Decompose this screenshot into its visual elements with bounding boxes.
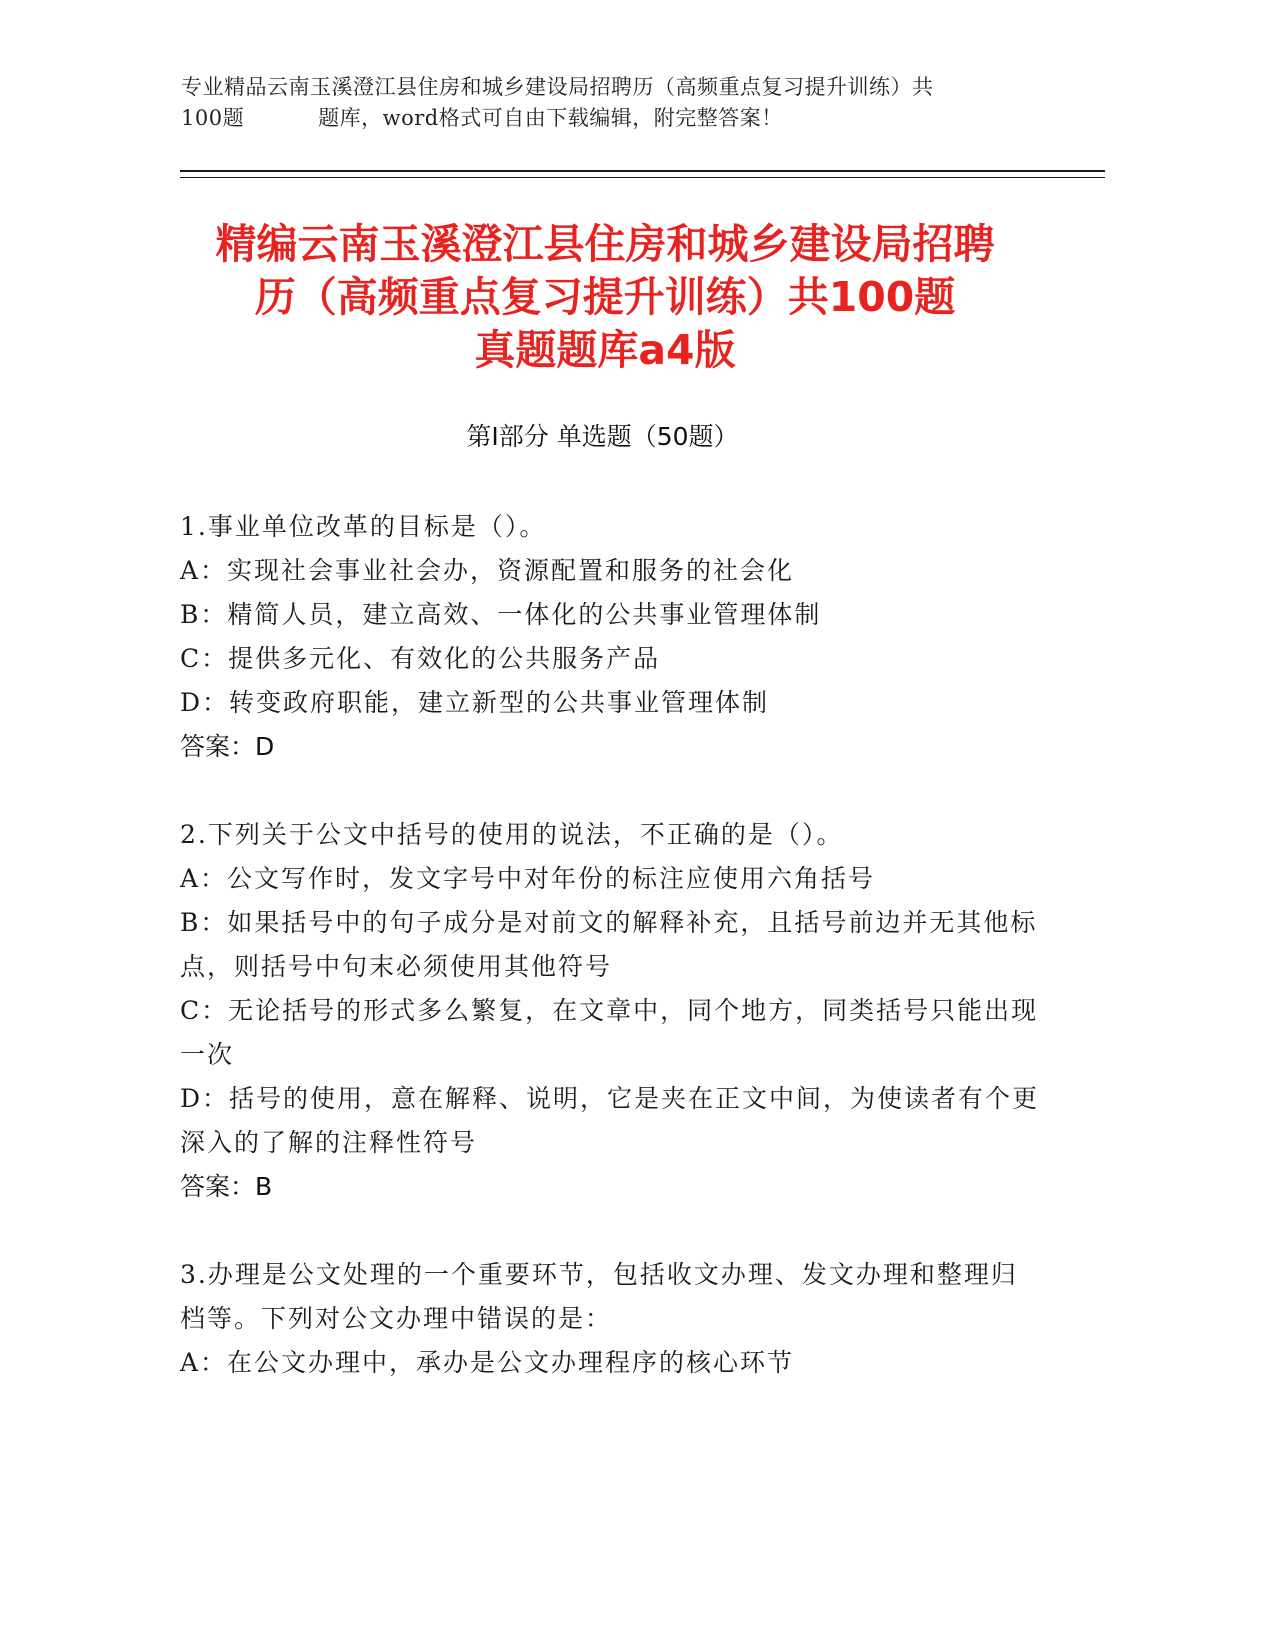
option-b: B：精简人员，建立高效、一体化的公共事业管理体制	[180, 600, 822, 629]
question-stem: 3.办理是公文处理的一个重要环节，包括收文办理、发文办理和整理归档等。下列对公文办理中错误的是：	[180, 1260, 1018, 1333]
option-a: A：实现社会事业社会办，资源配置和服务的社会化	[180, 556, 795, 585]
header-note	[181, 72, 1081, 134]
document-title-line2: 历（高频重点复习提升训练）共100题	[254, 273, 956, 321]
header-note-desc: 题库，word格式可自由下载编辑，附完整答案！	[318, 106, 783, 130]
question-list	[180, 505, 1040, 1429]
header-note-count: 100题	[181, 106, 245, 130]
question-stem: 1.事业单位改革的目标是（）。	[180, 512, 547, 541]
answer: 答案：D	[180, 732, 275, 761]
option-d: D：转变政府职能，建立新型的公共事业管理体制	[180, 688, 770, 717]
document-title-line1: 精编云南玉溪澄江县住房和城乡建设局招聘	[215, 220, 995, 268]
document-title-line3: 真题题库a4版	[474, 326, 736, 374]
option-a: A：在公文办理中，承办是公文办理程序的核心环节	[180, 1348, 795, 1377]
option-d: D：括号的使用，意在解释、说明，它是夹在正文中间，为使读者有个更深入的了解的注释性符号	[180, 1084, 1040, 1157]
question-2	[180, 813, 1040, 1209]
section-title: 第Ⅰ部分 单选题（50题）	[466, 422, 739, 451]
header-rule-thick	[180, 170, 1105, 172]
option-a: A：公文写作时，发文字号中对年份的标注应使用六角括号	[180, 864, 876, 893]
header-note-line1: 专业精品云南玉溪澄江县住房和城乡建设局招聘历（高频重点复习提升训练）共	[181, 75, 934, 99]
option-c: C：无论括号的形式多么繁复，在文章中，同个地方，同类括号只能出现一次	[180, 996, 1039, 1069]
option-b: B：如果括号中的句子成分是对前文的解释补充，且括号前边并无其他标点，则括号中句末必须使用其他符号	[180, 908, 1038, 981]
document-title	[170, 218, 1040, 377]
question-stem: 2.下列关于公文中括号的使用的说法，不正确的是（）。	[180, 820, 844, 849]
option-c: C：提供多元化、有效化的公共服务产品	[180, 644, 661, 673]
question-3	[180, 1253, 1040, 1385]
answer: 答案：B	[180, 1172, 273, 1201]
header-rule-thin	[180, 177, 1105, 178]
question-1	[180, 505, 1040, 769]
header-note-line2	[181, 103, 1081, 134]
